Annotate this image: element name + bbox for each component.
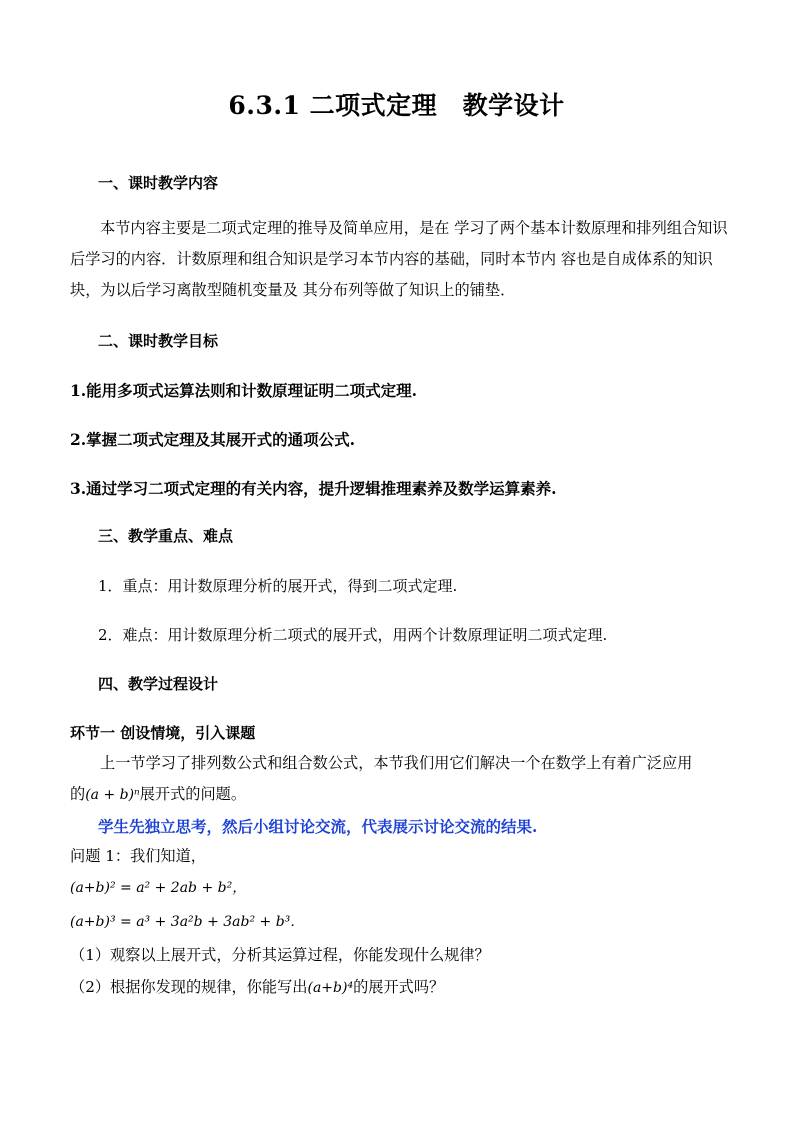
binomial-expression: (a + b)ⁿ xyxy=(85,787,140,803)
sub-question-1: （1）观察以上展开式，分析其运算过程，你能发现什么规律？ xyxy=(70,946,490,964)
document-title: 6.3.1 二项式定理 教学设计 xyxy=(228,91,565,120)
equation-cube: (a+b)³ = a³ + 3a²b + 3ab² + b³． xyxy=(70,914,305,930)
intro-line-2 xyxy=(70,783,246,804)
intro-suffix: 展开式的问题。 xyxy=(139,785,247,803)
student-activity-note: 学生先独立思考，然后小组讨论交流，代表展示讨论交流的结果. xyxy=(98,817,538,836)
section-heading-keypoints: 三、教学重点、难点 xyxy=(98,527,234,545)
goal-item: 2.掌握二项式定理及其展开式的通项公式. xyxy=(70,430,356,449)
difficulty-item: 2．难点：用计数原理分析二项式的展开式，用两个计数原理证明二项式定理. xyxy=(98,626,608,644)
section-heading-content: 一、课时教学内容 xyxy=(98,174,219,192)
key-point-item: 1．重点：用计数原理分析的展开式，得到二项式定理. xyxy=(98,577,458,595)
sub-question-2-suffix: 的展开式吗？ xyxy=(353,978,445,996)
question-1: 问题 1：我们知道， xyxy=(70,847,206,865)
equation-square: (a+b)² = a² + 2ab + b²， xyxy=(70,880,247,896)
sub-question-2-prefix: （2）根据你发现的规律，你能写出 xyxy=(70,978,308,996)
content-paragraph: 本节内容主要是二项式定理的推导及简单应用，是在 学习了两个基本计数原理和排列组合知识后学习的内容．计数原理和组合知识是学习本节内容的基础，同时本节内 容也是自成体系的知识块，为以后学习离散型随机变量及 其分布列等做了知识上的铺垫． xyxy=(70,219,728,299)
sub-question-2 xyxy=(70,976,444,997)
goal-item: 3.通过学习二项式定理的有关内容，提升逻辑推理素养及数学运算素养. xyxy=(70,479,557,498)
binomial-fourth-power: (a+b)⁴ xyxy=(307,980,354,996)
section-heading-process: 四、教学过程设计 xyxy=(98,675,219,693)
goal-item: 1.能用多项式运算法则和计数原理证明二项式定理. xyxy=(70,381,418,400)
intro-line: 上一节学习了排列数公式和组合数公式，本节我们用它们解决一个在数学上有着广泛应用 xyxy=(100,754,693,772)
section-heading-goals: 二、课时教学目标 xyxy=(98,332,219,350)
intro-prefix: 的 xyxy=(70,785,86,803)
segment-title: 环节一 创设情境，引入课题 xyxy=(70,724,256,742)
